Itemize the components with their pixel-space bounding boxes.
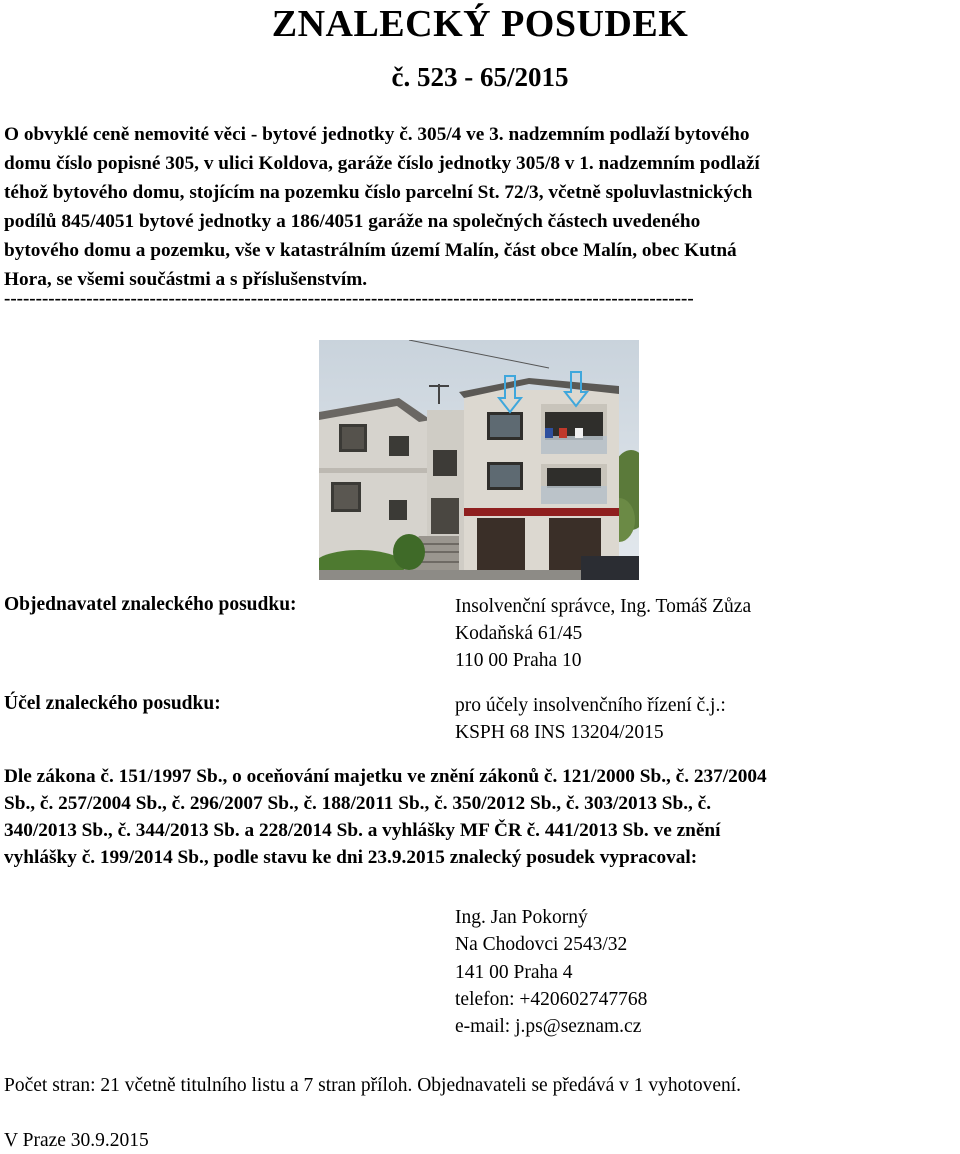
subject-paragraph [4, 120, 956, 294]
page-count-note: Počet stran: 21 včetně titulního listu a 7 stran příloh. Objednavateli se předává v 1 vyhotovení. [4, 1075, 742, 1096]
purpose-label: Účel znaleckého posudku: [4, 693, 221, 714]
subject-line: Hora, se všemi součástmi a s příslušenstvím. [4, 269, 368, 290]
purpose-line: pro účely insolvenčního řízení č.j.: [455, 695, 726, 716]
law-line: 340/2013 Sb., č. 344/2013 Sb. a 228/2014 Sb. a vyhlášky MF ČR č. 441/2013 Sb. ve znění [4, 820, 721, 841]
expert-contact [455, 904, 647, 1040]
subject-line: podílů 845/4051 bytové jednotky a 186/4051 garáže na společných částech uvedeného [4, 211, 701, 232]
dash-separator: ------------------------------------------------------------------------------------------------------------- [4, 288, 694, 309]
place-date: V Praze 30.9.2015 [4, 1130, 149, 1151]
law-line: vyhlášky č. 199/2014 Sb., podle stavu ke dni 23.9.2015 znalecký posudek vypracoval: [4, 847, 698, 868]
expert-city: 141 00 Praha 4 [455, 961, 573, 983]
document-title: ZNALECKÝ POSUDEK [271, 3, 689, 45]
subject-line: O obvyklé ceně nemovité věci - bytové jednotky č. 305/4 ve 3. nadzemním podlaží bytového [4, 124, 750, 145]
purpose-details [455, 692, 726, 746]
expert-email: e-mail: j.ps@seznam.cz [455, 1016, 642, 1038]
client-label: Objednavatel znaleckého posudku: [4, 594, 297, 615]
law-paragraph [4, 763, 956, 871]
subject-line: domu číslo popisné 305, v ulici Koldova, garáže číslo jednotky 305/8 v 1. nadzemním podlaží [4, 153, 760, 174]
client-details [455, 593, 751, 674]
expert-street: Na Chodovci 2543/32 [455, 934, 628, 956]
client-line: Kodaňská 61/45 [455, 623, 583, 644]
document-number: č. 523 - 65/2015 [391, 62, 569, 92]
law-line: Dle zákona č. 151/1997 Sb., o oceňování majetku ve znění zákonů č. 121/2000 Sb., č. 237/2004 [4, 766, 767, 787]
client-line: 110 00 Praha 10 [455, 650, 582, 671]
client-line: Insolvenční správce, Ing. Tomáš Zůza [455, 596, 752, 617]
subject-line: bytového domu a pozemku, vše v katastrálním území Malín, část obce Malín, obec Kutná [4, 240, 737, 261]
purpose-line: KSPH 68 INS 13204/2015 [455, 722, 664, 743]
subject-line: téhož bytového domu, stojícím na pozemku číslo parcelní St. 72/3, včetně spoluvlastnických [4, 182, 753, 203]
building-photo [319, 340, 639, 580]
law-line: Sb., č. 257/2004 Sb., č. 296/2007 Sb., č. 188/2011 Sb., č. 350/2012 Sb., č. 303/2013 Sb., č. [4, 793, 712, 814]
expert-phone: telefon: +420602747768 [455, 988, 648, 1010]
expert-name: Ing. Jan Pokorný [455, 907, 588, 928]
